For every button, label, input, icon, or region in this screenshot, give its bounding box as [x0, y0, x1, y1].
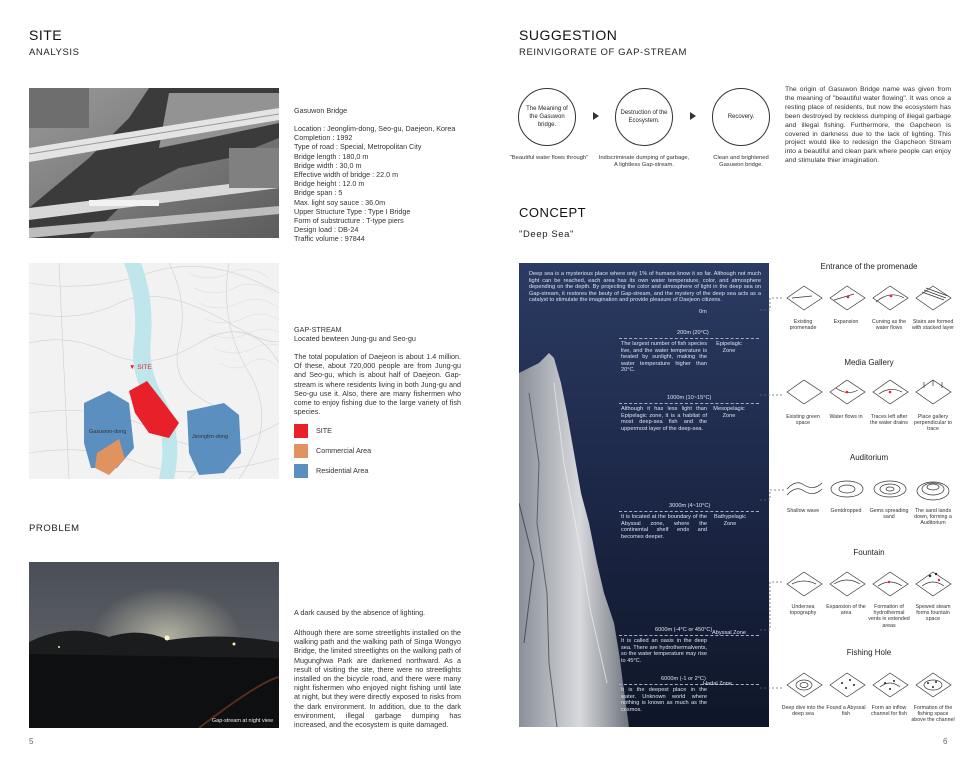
spec-line: Traffic volume : 97844	[294, 234, 365, 244]
legend-label: SITE	[316, 426, 332, 436]
night-photo-caption: Gap-stream at night view	[211, 718, 273, 724]
zone-text: The largest number of fish species live, and the water temperature is heated by sunlight, making the water temperature higher than 20°C.	[621, 341, 707, 374]
program-caption: Found a Abyssal fish	[826, 705, 866, 718]
problem-title: PROBLEM	[29, 523, 80, 534]
map-area-left: Gasuwon-dong	[89, 429, 127, 435]
fishing-hole-diagrams	[784, 665, 954, 705]
media-gallery-diagrams	[784, 374, 954, 412]
zone-text: It is the deepest place in the water. Unknown world where nothing is known as much as the cosmos.	[621, 687, 707, 713]
zone-name: Epipelagic Zone	[716, 341, 742, 354]
program-caption: Existing green space	[786, 414, 820, 427]
program-caption: Water flows in	[829, 414, 863, 420]
zone-name: Hadal Zone	[703, 681, 732, 687]
page-number-left: 5	[29, 737, 34, 746]
problem-text: Although there are some streetlights installed on the walking path and the walking path of Singa Wongyo Bridge, the limited streetlights on the walking path of Mugunghwa Park are darkened northward. As a result of visiting the site, there were no streetlights installed on the bicycle road, and there were many night fishermen who enjoyed night fishing until late at night, but they were directly exposed to risks from the dark environment. In addition, due to the dark environment, illegal garbage dumping has increased, and the ecosystem is quite damaged.	[294, 628, 461, 730]
zone-depth: 3000m (4~10°C)	[669, 503, 711, 509]
legend-swatch	[294, 464, 308, 478]
zone-depth: 1000m (10~15°C)	[667, 395, 712, 401]
spec-line: Effective width of bridge : 22.0 m	[294, 170, 399, 180]
program-caption: Formation of hydrothermal vents in extended areas	[868, 604, 910, 629]
problem-heading: A dark caused by the absence of lighting.	[294, 608, 426, 617]
bridge-specs	[294, 124, 494, 244]
program-caption: Form an inflow channel for fish	[871, 705, 907, 718]
program-caption: Existing promenade	[789, 319, 817, 332]
suggestion-title: SUGGESTION	[519, 27, 618, 43]
page-number-right: 6	[943, 737, 948, 746]
zone-depth: 6000m (-1 or 2°C)	[661, 676, 706, 682]
step-caption: Clean and brightened Gasuwon bridge.	[713, 155, 769, 168]
program-caption: Shallow wave	[786, 508, 820, 514]
spec-line: Location : Jeonglim-dong, Seo-gu, Daejeon, Korea	[294, 124, 456, 133]
program-caption: Curving as the water flows	[871, 319, 907, 332]
program-caption: Spewed steam forms fountain space	[915, 604, 951, 623]
spec-line: Bridge height : 12.0 m	[294, 179, 365, 189]
bridge-name: Gasuwon Bridge	[294, 106, 348, 115]
program-caption: Gentdropped	[830, 508, 862, 514]
deep-sea-intro: Deep sea is a mysterious place where only 1% of humans know it so far. Although not much light can be reached, each area has its own water temperature, color, and atmosphere depending on the depth. By projecting the color and atmosphere of light in the deep sea on Gap-stream, it restores the beuty of Gap-stream, and the mystery of the deep sea acts as a catalyst to stimulate the imagination and provide pleasure of Daejeon citizens.	[529, 271, 761, 304]
zone-name: Abyssal Zone	[712, 630, 746, 636]
legend-item-site	[294, 424, 371, 438]
step-caption: Indiscriminate dumping of garbage, A lightless Gap-stream.	[598, 155, 690, 168]
surface-depth: 0m	[699, 309, 707, 315]
gapstream-location: Located bewteen Jung-gu and Seo-gu	[294, 334, 416, 343]
zone-name: Mesopelagic Zone	[713, 406, 745, 419]
gapstream-text: The total population of Daejeon is about 1.4 million. Of these, about 720,000 people are from Jung-gu and Seo-gu, which is about half of Daejeon. Gap-stream is where residents living in both Jung-gu and Seo-gu use it. Also, there are many fishermen who come to enjoy fishing due to the large variety of fish species.	[294, 352, 461, 417]
map-legend	[294, 424, 371, 478]
zone-depth: 200m (20°C)	[677, 330, 709, 336]
step-caption: "Beautiful water flows through"	[509, 155, 589, 161]
program-caption: Stairs are formed with stacked layer	[911, 319, 955, 332]
night-photo	[29, 562, 279, 728]
auditorium-diagrams	[784, 469, 954, 509]
legend-swatch	[294, 444, 308, 458]
program-caption: Deep dive into the deep sea	[781, 705, 825, 718]
legend-item-residential	[294, 464, 371, 478]
legend-label: Commercial Area	[316, 446, 372, 456]
zone-text: Although it has less light than Epipelagic zone, it is a habitat of most deep-sea fish and the uppermost layer of the deep-sea.	[621, 406, 707, 432]
zone-name: Bathypelagic Zone	[713, 514, 747, 527]
program-caption: Traces left after the water drains	[870, 414, 908, 427]
deep-sea-panel	[519, 263, 769, 727]
site-title: SITE	[29, 27, 63, 43]
concept-title: CONCEPT	[519, 205, 587, 220]
program-title: Entrance of the promenade	[820, 262, 918, 271]
step-circle-text: Destruction of the Ecosystem.	[620, 110, 668, 124]
map-site-label: ▼ SITE	[129, 364, 152, 371]
site-map	[29, 263, 279, 479]
zone-divider	[619, 511, 759, 512]
zone-divider	[619, 403, 759, 404]
arrow-right-icon	[690, 112, 696, 120]
spec-line: Bridge width : 30,0 m	[294, 160, 362, 170]
zone-text: It is called an oasis in the deep sea. There are hydrothermalvents, so the water temperature may rise to 45°C.	[621, 638, 707, 664]
legend-label: Residential Area	[316, 466, 369, 476]
step-circle-recovery	[712, 88, 770, 146]
spec-line: Bridge length : 180,0 m	[294, 151, 369, 161]
zone-divider	[619, 338, 759, 339]
program-title: Fountain	[853, 548, 885, 557]
zone-divider	[619, 684, 759, 685]
suggestion-subtitle: REINVIGORATE OF GAP-STREAM	[519, 47, 687, 58]
legend-item-commercial	[294, 444, 371, 458]
zone-text: It is located at the boundary of the Abyssal zone, where the continental shelf ends and becomes deeper.	[621, 514, 707, 540]
arrow-right-icon	[593, 112, 599, 120]
spec-line: Completion : 1992	[294, 133, 353, 143]
spec-line: Bridge span : 5	[294, 188, 343, 198]
program-title: Media Gallery	[844, 358, 894, 367]
concept-subtitle: "Deep Sea"	[519, 229, 574, 240]
legend-swatch	[294, 424, 308, 438]
program-caption: Expansion of the area	[826, 604, 866, 617]
zone-depth: 6000m (-4°C or 450°C)	[655, 627, 713, 633]
spec-line: Max. light soy sauce : 36.0m	[294, 197, 386, 207]
entrance-diagrams	[784, 280, 954, 318]
program-caption: The sand lands down, forming a Auditorium	[914, 508, 952, 527]
program-caption: Formation of the fishing space above the channel	[911, 705, 955, 724]
bridge-aerial-photo	[29, 88, 279, 238]
spec-line: Form of substructure : T-type piers	[294, 216, 404, 226]
suggestion-intro: The origin of Gasuwon Bridge name was given from the meaning of "beautiful water flowing". It was once a resting place of residents, but now the ecosystem has been destroyed by reckless dumping of illegal garbage and illegal fishing. Furthermore, the Gapcheon is covered in darkness due to the lack of lighting. This project would like to redesign the Gapcheon Stream into a beautiful and clean park where people can enjoy and stimulate thier imagination.	[785, 86, 951, 165]
program-caption: Place gallery perpendicular to trace	[914, 414, 952, 433]
program-caption: Expansion	[833, 319, 859, 325]
spec-line: Upper Structure Type : Type I Bridge	[294, 206, 411, 216]
analysis-subtitle: ANALYSIS	[29, 47, 80, 58]
program-title: Fishing Hole	[846, 648, 892, 657]
program-caption: Gems spreading sand	[869, 508, 909, 521]
fountain-diagrams	[784, 564, 954, 604]
spec-line: Design load : DB-24	[294, 225, 359, 235]
program-gallery	[781, 262, 955, 732]
step-circle-text: Recovery.	[727, 114, 755, 120]
program-title: Auditorium	[849, 453, 889, 462]
spec-line: Type of road : Special, Metropolitan City	[294, 142, 422, 152]
map-area-right: Jeonglim-dong	[192, 434, 229, 440]
step-circle-destruction	[615, 88, 673, 146]
step-circle-text: The Meaning of the Gasuwon bridge.	[526, 106, 568, 128]
step-circle-meaning	[518, 88, 576, 146]
gapstream-title: GAP-STREAM	[294, 325, 342, 334]
program-caption: Undersea topography	[789, 604, 817, 617]
